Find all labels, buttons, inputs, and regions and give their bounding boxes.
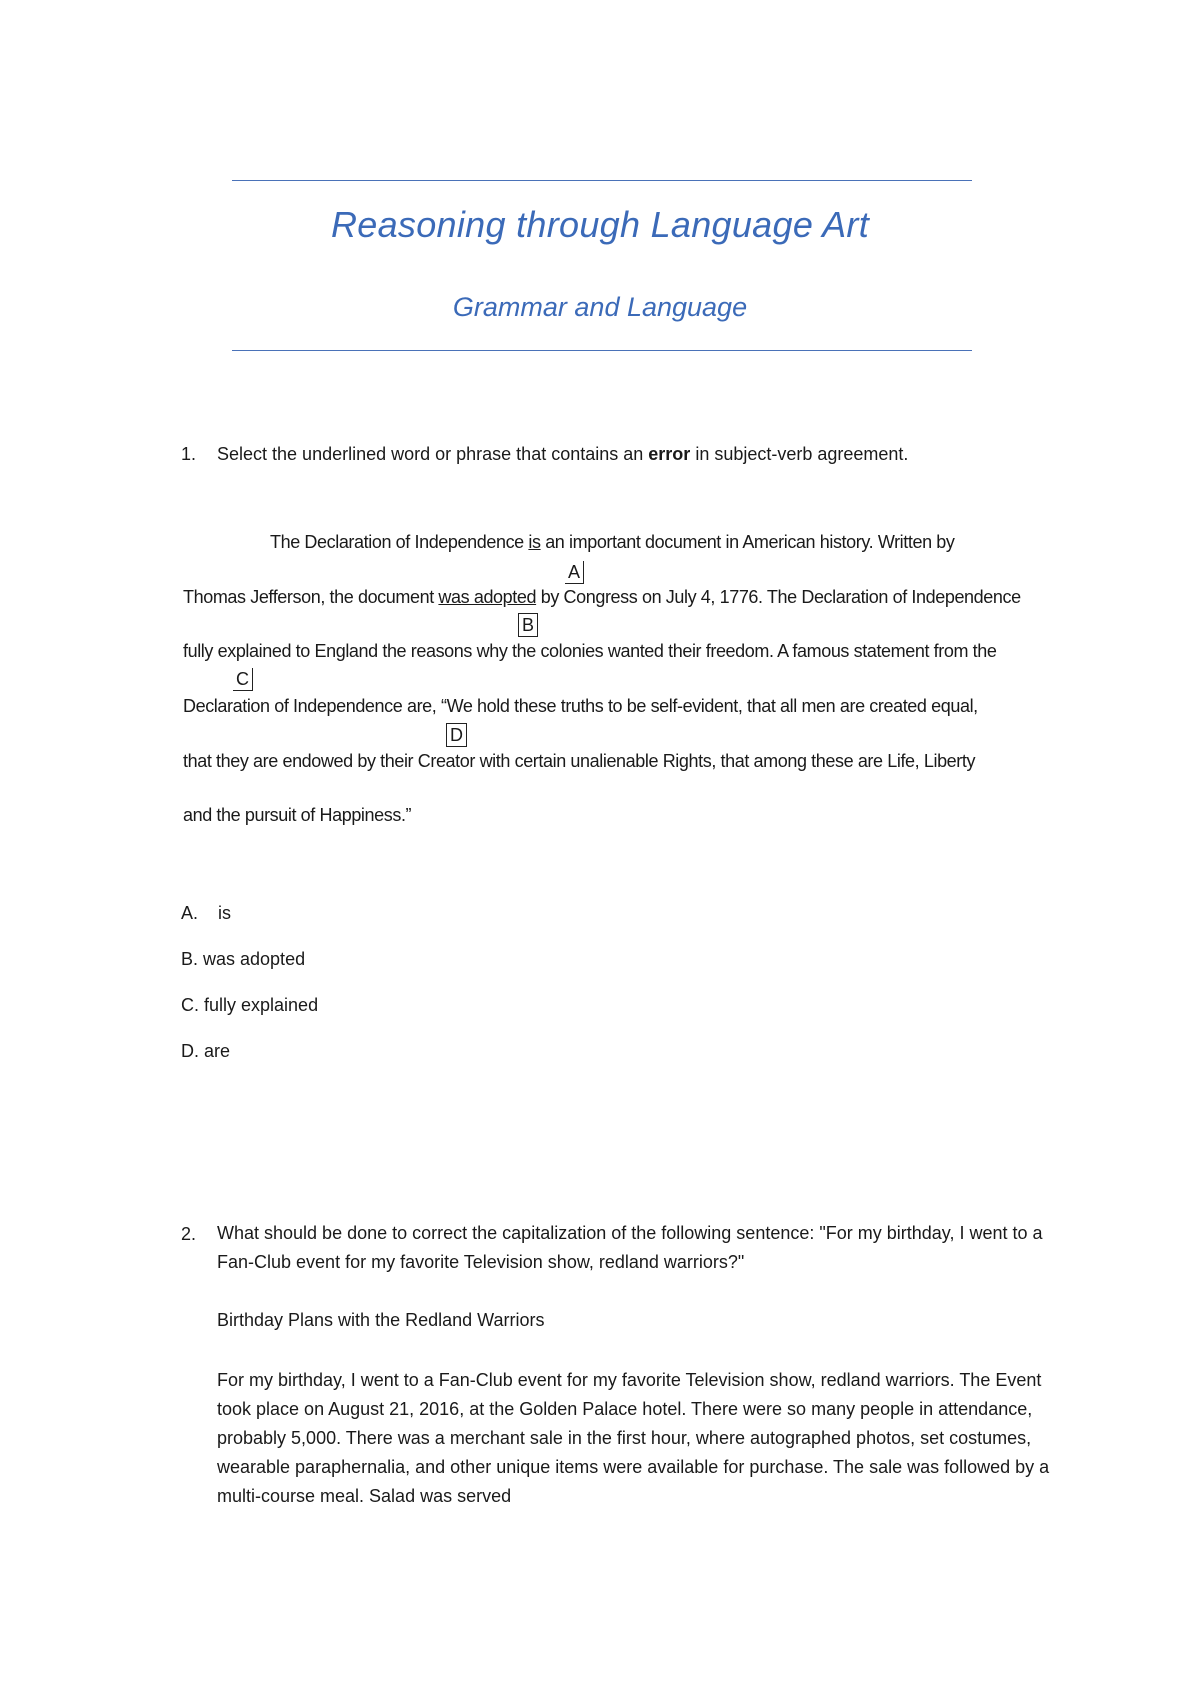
- underlined-was-adopted: was adopted: [438, 587, 537, 607]
- question-1-number: 1.: [181, 444, 197, 464]
- passage-line-5: that they are endowed by their Creator with certain unalienable Rights, that among these are Life, Liberty: [183, 751, 976, 771]
- document-subtitle: Grammar and Language: [452, 292, 748, 322]
- answer-b[interactable]: B. was adopted: [181, 949, 306, 969]
- marker-b: B: [518, 613, 538, 637]
- header-top-rule: [232, 180, 972, 181]
- answer-a[interactable]: A. is: [181, 903, 232, 923]
- marker-a: A: [565, 561, 584, 584]
- question-2-number: 2.: [181, 1224, 197, 1244]
- passage-line-2: Thomas Jefferson, the document was adopted by Congress on July 4, 1776. The Declaration of Independence: [183, 587, 1021, 607]
- passage-line-1: The Declaration of Independence is an important document in American history. Written by: [270, 532, 955, 552]
- document-title: Reasoning through Language Art: [330, 204, 870, 245]
- passage-line-3: fully explained to England the reasons why the colonies wanted their freedom. A famous statement from the: [183, 641, 997, 661]
- marker-c: C: [233, 668, 253, 691]
- passage-line-4: Declaration of Independence are, “We hold these truths to be self-evident, that all men are created equal,: [183, 696, 978, 716]
- passage-line-6: and the pursuit of Happiness.”: [183, 805, 412, 825]
- header-bottom-rule: [232, 350, 972, 351]
- answer-d[interactable]: D. are: [181, 1041, 231, 1061]
- marker-d: D: [446, 723, 467, 747]
- question-1-prompt: Select the underlined word or phrase that contains an error in subject-verb agreement.: [217, 444, 909, 464]
- answer-c[interactable]: C. fully explained: [181, 995, 319, 1015]
- prompt-emphasis: error: [648, 444, 691, 464]
- question-2-passage: For my birthday, I went to a Fan-Club event for my favorite Television show, redland warriors. The Event took place on August 21, 2016, at the Golden Palace hotel. There were so many people in attendance, probably 5,000. There was a merchant sale in the first hour, where autographed photos, set costumes, wearable paraphernalia, and other unique items were available for purchase. The sale was followed by a multi-course meal. Salad was served: [217, 1370, 1050, 1506]
- question-2-prompt: What should be done to correct the capitalization of the following sentence: "For my birthday, I went to a Fan-Club event for my favorite Television show, redland warriors?": [217, 1223, 1043, 1272]
- underlined-is: is: [528, 532, 541, 552]
- question-2-heading: Birthday Plans with the Redland Warriors: [217, 1310, 545, 1330]
